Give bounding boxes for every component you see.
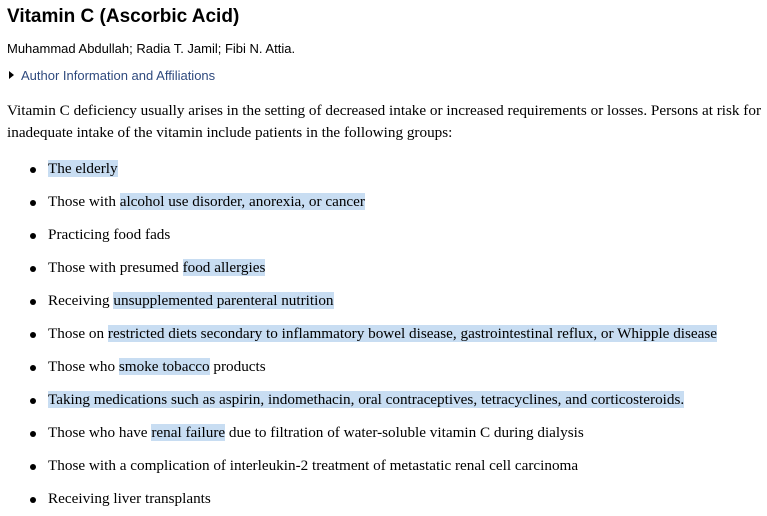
bullet-icon — [30, 431, 36, 437]
highlighted-text: Taking medications such as aspirin, indomethacin, oral contraceptives, tetracyclines, and corticosteroids. — [48, 391, 685, 408]
list-item-text: Those with presumed food allergies — [48, 259, 266, 276]
bullet-icon — [30, 497, 36, 503]
highlighted-text: food allergies — [182, 259, 266, 276]
list-item-text — [48, 389, 684, 411]
list-item-text: Practicing food fads — [48, 226, 171, 243]
author-affiliations-toggle[interactable] — [9, 67, 215, 85]
highlighted-text: The elderly — [48, 160, 118, 177]
highlighted-text: restricted diets secondary to inflammatory bowel disease, gastrointestinal reflux, or Whipple disease — [107, 325, 718, 342]
highlighted-text: alcohol use disorder, anorexia, or cancer — [119, 193, 365, 210]
bullet-icon — [30, 233, 36, 239]
list-item-text: Receiving unsupplemented parenteral nutrition — [48, 292, 334, 309]
bullet-icon — [30, 299, 36, 305]
highlighted-text: unsupplemented parenteral nutrition — [113, 292, 334, 309]
highlighted-text: smoke tobacco — [118, 358, 210, 375]
list-item-text: Receiving liver transplants — [48, 490, 211, 507]
author-affiliations-label: Author Information and Affiliations — [21, 68, 216, 83]
list-item-text: Those who have renal failure due to filtration of water-soluble vitamin C during dialysis — [48, 424, 584, 441]
bullet-icon — [30, 332, 36, 338]
list-item-text: Those on restricted diets secondary to inflammatory bowel disease, gastrointestinal reflux, or Whipple disease — [48, 325, 718, 342]
disclosure-triangle-icon — [9, 71, 14, 79]
bullet-icon — [30, 365, 36, 371]
page-title: Vitamin C (Ascorbic Acid) — [7, 6, 240, 27]
intro-paragraph: Vitamin C deficiency usually arises in the setting of decreased intake or increased requirements or losses. Persons at risk for inadequate intake of the vitamin include patients in the following groups: — [7, 102, 762, 141]
highlighted-text: renal failure — [151, 424, 226, 441]
bullet-icon — [30, 464, 36, 470]
bullet-icon — [30, 200, 36, 206]
list-item-text — [48, 158, 118, 180]
list-item-text: Those with a complication of interleukin-2 treatment of metastatic renal cell carcinoma — [48, 457, 579, 474]
bullet-icon — [30, 167, 36, 173]
list-item-text: Those with alcohol use disorder, anorexia, or cancer — [48, 193, 365, 210]
list-item-text: Those who smoke tobacco products — [48, 358, 266, 375]
bullet-icon — [30, 266, 36, 272]
bullet-icon — [30, 398, 36, 404]
author-list: Muhammad Abdullah; Radia T. Jamil; Fibi N. Attia. — [7, 41, 296, 56]
